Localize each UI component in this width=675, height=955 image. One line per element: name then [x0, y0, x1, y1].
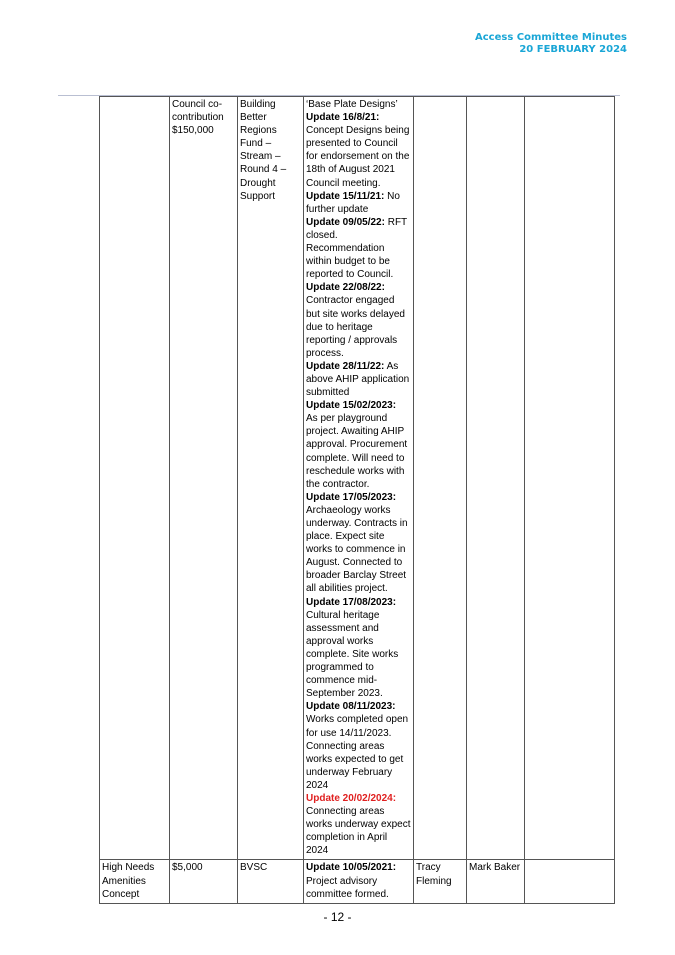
project-cell [100, 860, 170, 903]
officer-cell [414, 97, 467, 860]
update-text: Contractor engaged but site works delayed due to heritage reporting / approvals process. [306, 295, 405, 359]
officer-text: Tracy Fleming [416, 862, 452, 887]
officer-cell [414, 860, 467, 903]
funding-cell [170, 97, 238, 860]
notes-cell [525, 860, 615, 903]
update-text: Archaeology works underway. Contracts in place. Expect site works to commence in August. Connected to broader Barclay Street all abilities project. [306, 504, 408, 595]
update-label: Update 08/11/2023: [306, 701, 396, 713]
update-text: RFT closed. Recommendation within budget to be reported to Council. [306, 216, 407, 281]
update-label: Update 10/05/2021: [306, 862, 397, 874]
update-label: Update 17/08/2023: [306, 596, 397, 608]
update-text: No further update [306, 190, 400, 215]
funding-cell [170, 860, 238, 903]
update-text: Works completed open for use 14/11/2023. Connecting areas works expected to get underway February 2024 [306, 714, 409, 791]
update-label: Update 16/8/21: [306, 112, 380, 124]
update-text: Connecting areas works underway expect completion in April 2024 [306, 806, 411, 857]
notes-cell [525, 97, 615, 860]
project-cell [100, 97, 170, 860]
source-cell [238, 97, 304, 860]
update-text: As above AHIP application submitted [306, 360, 410, 399]
document-header [475, 32, 627, 56]
update-entry [306, 191, 400, 215]
update-label: Update 22/08/22: [306, 282, 385, 294]
update-text: Concept Designs being presented to Council for endorsement on the 18th of August 2021 Council meeting. [306, 125, 410, 189]
project-text: High Needs Amenities Concept [102, 862, 155, 900]
status-intro: ‘Base Plate Designs’ [306, 99, 398, 110]
update-label: Update 28/11/22: [306, 360, 385, 372]
update-label: Update 15/11/21: [306, 190, 385, 202]
update-label: Update 15/02/2023: [306, 400, 397, 412]
update-text: As per playground project. Awaiting AHIP approval. Procurement complete. Will need to reschedule works with the contractor. [306, 413, 408, 490]
update-entry [306, 360, 411, 399]
update-label: Update 17/05/2023: [306, 491, 397, 503]
update-text: Project advisory committee formed. [306, 875, 389, 900]
header-title: Access Committee Minutes [475, 32, 627, 43]
funding-text: Council co-contribution $150,000 [172, 99, 224, 137]
update-text: Cultural heritage assessment and approval works complete. Site works programmed to commence mid-September 2023. [306, 609, 399, 700]
update-label-latest: Update 20/02/2024: [306, 792, 397, 804]
source-cell [238, 860, 304, 903]
status-cell [304, 860, 414, 903]
status-cell [304, 97, 414, 860]
table-row [100, 860, 615, 903]
header-date: 20 FEBRUARY 2024 [519, 44, 627, 55]
funding-text: $5,000 [172, 862, 203, 874]
update-entry [306, 216, 411, 281]
table-row [100, 97, 615, 860]
contact-cell [467, 860, 525, 903]
update-label: Update 09/05/22: [306, 216, 385, 228]
source-text: BVSC [240, 862, 268, 874]
minutes-table [99, 96, 615, 904]
contact-text: Mark Baker [469, 862, 521, 874]
source-text: Building Better Regions Fund –Stream – Round 4 – Drought Support [240, 99, 287, 202]
contact-cell [467, 97, 525, 860]
page-number: - 12 - [323, 910, 352, 924]
